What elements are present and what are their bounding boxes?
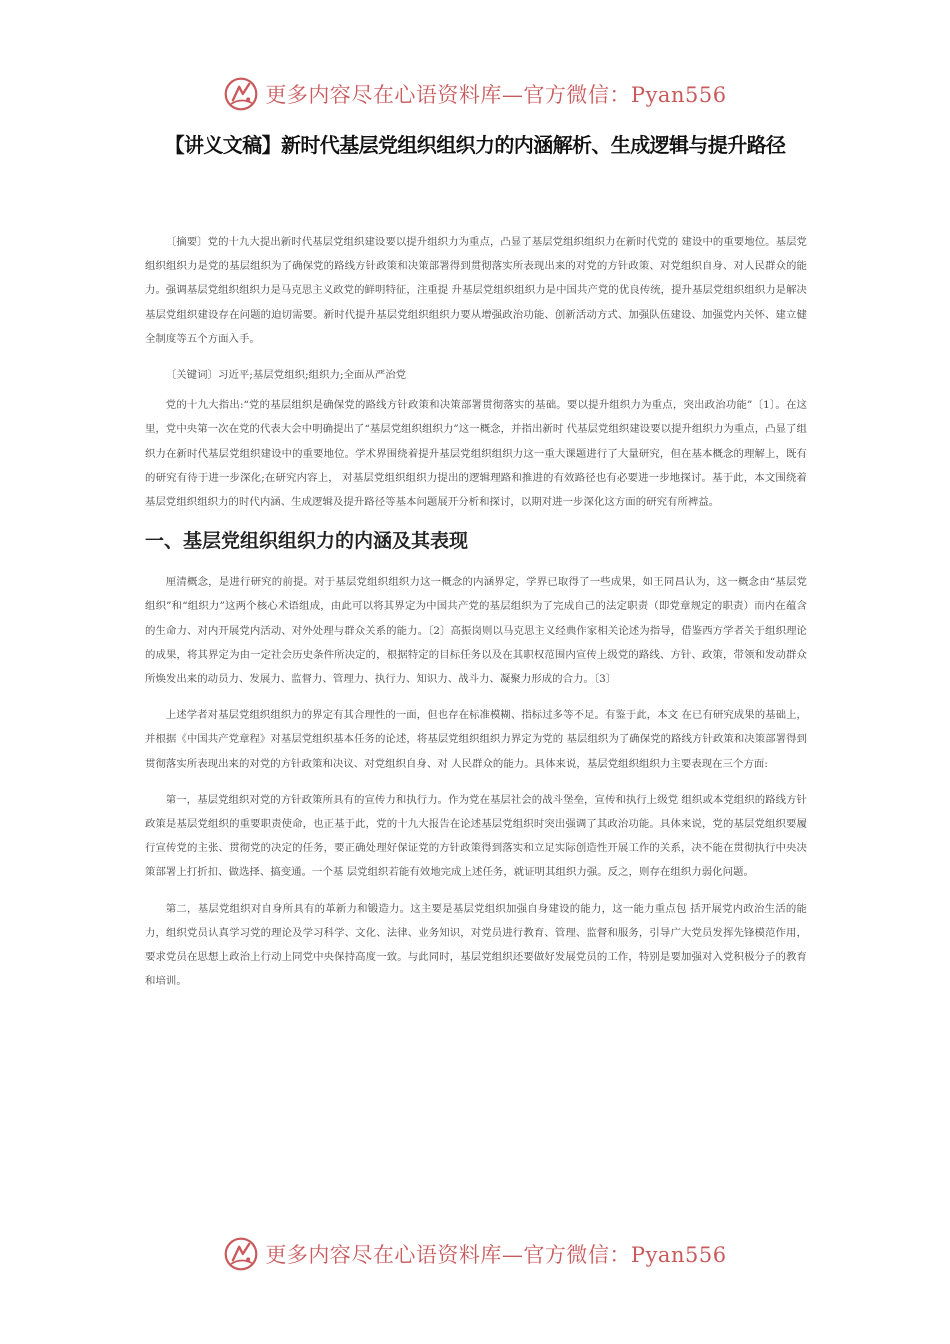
header-banner (0, 72, 950, 116)
abstract-paragraph: 〔摘要〕党的十九大提出新时代基层党组织建设要以提升组织力为重点，凸显了基层党组织组织力在新时代党的 建设中的重要地位。基层党组织组织力是党的基层组织为了确保党的路线方针政策和决策部署得到贯彻落实所表现出来的对党的方针政策、对党组织自身、对人民群众的能力。强调基层党组织组织力是马克思主义政党的鲜明特征，注重提 升基层党组织组织力是中国共产党的优良传统，提升基层党组织组织力是解决基层党组织建设存在问题的迫切需要。新时代提升基层党组织组织力要从增强政治功能、创新活动方式、加强队伍建设、加强党内关怀、建立健全制度等五个方面入手。 (145, 236, 807, 345)
body-paragraph: 厘清概念，是进行研究的前提。对于基层党组织组织力这一概念的内涵界定，学界已取得了一些成果，如王同昌认为，这一概念由“基层党组织”和“组织力”这两个核心术语组成，由此可以将其界定为中国共产党的基层组织为了完成自己的法定职责（即党章规定的职责）而内在蕴含的生命力、对内开展党内活动、对外处理与群众关系的能力。〔2〕高振岗则以马克思主义经典作家相关论述为指导，借鉴西方学者关于组织理论的成果，将其界定为由一定社会历史条件所决定的，根据特定的目标任务以及在其职权范围内宣传上级党的路线、方针、政策，带领和发动群众所焕发出来的动员力、发展力、监督力、管理力、执行力、知识力、战斗力、凝聚力形成的合力。〔3〕 (145, 576, 807, 686)
banner-text: 更多内容尽在心语资料库—官方微信：Pyan556 (265, 1243, 727, 1267)
body-paragraph: 上述学者对基层党组织组织力的界定有其合理性的一面，但也存在标准模糊、指标过多等不足。有鉴于此，本文 在已有研究成果的基础上，并根据《中国共产党章程》对基层党组织基本任务的论述，将基层党组织组织力界定为党的 基层组织为了确保党的路线方针政策和决策部署得到贯彻落实所表现出来的对党的方针政策和决议、对党组织自身、对 人民群众的能力。具体来说，基层党组织组织力主要表现在三个方面: (145, 709, 807, 770)
footer-banner (0, 1232, 950, 1276)
document-body (145, 230, 807, 1005)
document-title: 【讲义文稿】新时代基层党组织组织力的内涵解析、生成逻辑与提升路径 (164, 133, 786, 157)
body-paragraph: 第二，基层党组织对自身所具有的革新力和锻造力。这主要是基层党组织加强自身建设的能力，这一能力重点包 括开展党内政治生活的能力，组织党员认真学习党的理论及学习科学、文化、法律、业务知识，对党员进行教育、管理、监督和服务，引导广大党员发挥先锋模范作用，要求党员在思想上政治上行动上同党中央保持高度一致。与此同时，基层党组织还要做好发展党员的工作，特别是要加强对入党积极分子的教育和培训。 (145, 902, 807, 988)
library-logo-icon (223, 76, 259, 112)
body-paragraph: 第一，基层党组织对党的方针政策所具有的宣传力和执行力。作为党在基层社会的战斗堡垒，宣传和执行上级党 组织或本党组织的路线方针政策是基层党组织的重要职责使命，也正基于此，党的十九大报告在论述基层党组织时突出强调了其政治功能。具体来说，党的基层党组织要履行宣传党的主张、贯彻党的决定的任务，要正确处理好保证党的方针政策得到落实和立足实际创造性开展工作的关系，决不能在贯彻执行中央决策部署上打折扣、做选择、搞变通。一个基 层党组织若能有效地完成上述任务，就证明其组织力强。反之，则存在组织力弱化问题。 (145, 793, 807, 879)
intro-paragraph: 党的十九大指出:“党的基层组织是确保党的路线方针政策和决策部署贯彻落实的基础。要以提升组织力为重点，突出政治功能”〔1〕。在这里，党中央第一次在党的代表大会中明确提出了“基层党组织组织力”这一概念，并指出新时 代基层党组织建设要以提升组织力为重点，凸显了组织力在新时代基层党组织建设中的重要地位。学术界围绕着提升基层党组织组织力这一重大课题进行了大量研究，但在基本概念的理解上，既有的研究有待于进一步深化;在研究内容上， 对基层党组织组织力提出的逻辑理路和推进的有效路径也有必要进一步地探讨。基于此，本文围绕着基层党组织组织力的时代内涵、生成逻辑及提升路径等基本问题展开分析和探讨，以期对进一步深化这方面的研究有所裨益。 (145, 399, 807, 509)
section-heading: 一、基层党组织组织力的内涵及其表现 (145, 530, 469, 553)
banner-text: 更多内容尽在心语资料库—官方微信：Pyan556 (265, 83, 727, 107)
keywords-paragraph: 〔关键词〕习近平;基层党组织;组织力;全面从严治党 (165, 369, 407, 382)
library-logo-icon (223, 1236, 259, 1272)
